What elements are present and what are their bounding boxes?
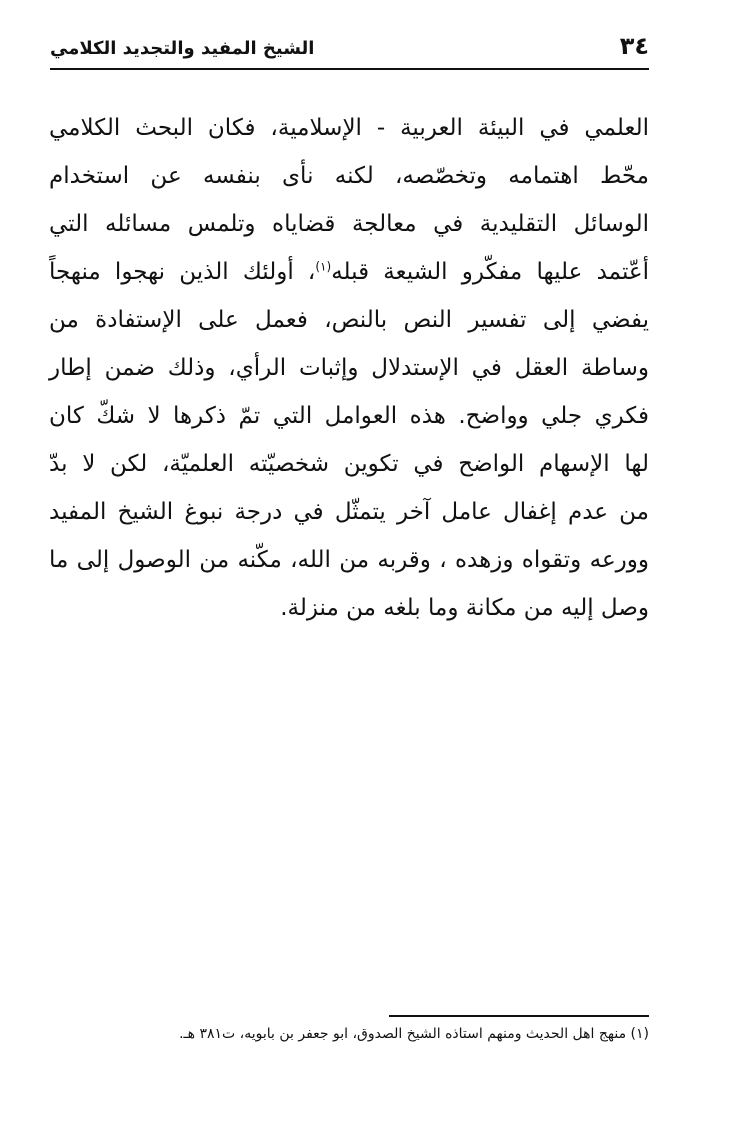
text-line-with-footnote bbox=[49, 248, 649, 296]
text-line: وورعه وتقواه وزهده ، وقربه من الله، مكّنه من الوصول إلى ما bbox=[49, 547, 649, 573]
text-segment: أعّتمد عليها مفكّرو الشيعة قبله bbox=[331, 259, 649, 285]
footnote-reference: (١) bbox=[315, 259, 332, 274]
footnote-divider bbox=[389, 1015, 649, 1017]
running-title: الشيخ المفيد والتجديد الكلامي bbox=[50, 38, 315, 59]
text-line: العلمي في البيئة العربية - الإسلامية، فكان البحث الكلامي bbox=[49, 115, 649, 141]
text-segment: ، أولئك الذين نهجوا منهجاً bbox=[49, 259, 316, 285]
footnote: (١) منهج اهل الحديث ومنهم استاذه الشيخ الصدوق، ابو جعفر بن بابويه، ت٣٨١ هـ. bbox=[179, 1026, 649, 1042]
text-line: وساطة العقل في الإستدلال وإثبات الرأي، وذلك ضمن إطار bbox=[49, 355, 649, 381]
text-line: من عدم إغفال عامل آخر يتمثّل في درجة نبوغ الشيخ المفيد bbox=[49, 499, 649, 525]
page-header bbox=[50, 28, 649, 70]
text-line: محّط اهتمامه وتخصّصه، لكنه نأى بنفسه عن استخدام bbox=[49, 163, 649, 189]
text-line: وصل إليه من مكانة وما بلغه من منزلة. bbox=[280, 595, 649, 621]
text-line: الوسائل التقليدية في معالجة قضاياه وتلمس مسائله التي bbox=[49, 211, 649, 237]
text-line: فكري جلي وواضح. هذه العوامل التي تمّ ذكرها لا شكّ كان bbox=[49, 403, 649, 429]
page-number: ٣٤ bbox=[619, 32, 649, 60]
main-text bbox=[49, 104, 649, 632]
text-line: يفضي إلى تفسير النص بالنص، فعمل على الإستفادة من bbox=[49, 307, 649, 333]
text-line: لها الإسهام الواضح في تكوين شخصيّته العلميّة، لكن لا بدّ bbox=[49, 451, 649, 477]
